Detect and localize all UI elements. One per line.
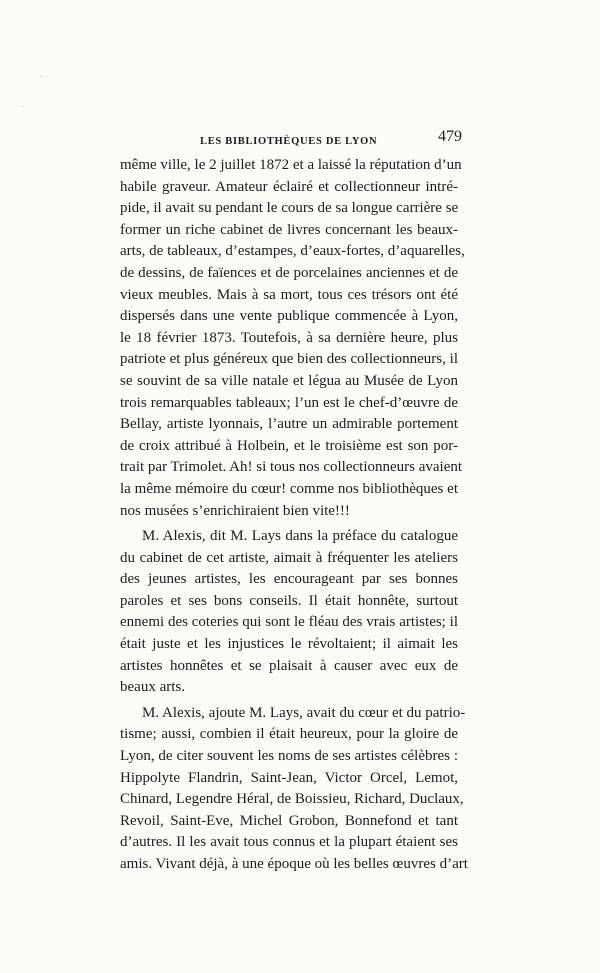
page-header xyxy=(120,128,462,154)
paper-smudge xyxy=(40,75,43,78)
text-line: était juste et les injustices le révoltaient; il aimait les xyxy=(120,636,458,653)
text-line: trois remarquables tableaux; l’un est le chef-d’œuvre de xyxy=(120,394,458,411)
paragraph xyxy=(120,526,458,699)
text-line: de dessins, de faïences et de porcelaines anciennes et de xyxy=(120,264,458,281)
text-line: trait par Trimolet. Ah! si tous nos collectionneurs avaient xyxy=(120,459,463,476)
paragraph xyxy=(120,703,468,876)
text-line: M. Alexis, ajoute M. Lays, avait du cœur et du patrio- xyxy=(142,704,466,721)
text-line: ennemi des coteries qui sont le fléau des vrais artistes; il xyxy=(120,614,458,631)
page-number: 479 xyxy=(438,128,462,145)
text-line: même ville, le 2 juillet 1872 et a laissé la réputation d’un xyxy=(120,157,462,173)
text-line: pide, il avait su pendant le cours de sa longue carrière se xyxy=(120,200,459,217)
text-line: d’autres. Il les avait tous connus et la plupart étaient ses xyxy=(120,834,458,851)
text-line: Hippolyte Flandrin, Saint-Jean, Victor Orcel, Lemot, xyxy=(120,769,458,786)
text-line: Lyon, de citer souvent les noms de ses artistes célèbres : xyxy=(120,748,458,765)
text-line: dispersés dans une vente publique commencée à Lyon, xyxy=(120,308,458,325)
text-line: du cabinet de cet artiste, aimait à fréquenter les ateliers xyxy=(120,549,458,566)
text-line: beaux arts. xyxy=(120,679,185,696)
text-line: vieux meubles. Mais à sa mort, tous ces trésors ont été xyxy=(120,286,458,303)
text-line: M. Alexis, dit M. Lays dans la préface du catalogue xyxy=(142,528,458,545)
text-line: Chinard, Legendre Héral, de Boissieu, Richard, Duclaux, xyxy=(120,791,464,808)
text-line: Bellay, artiste lyonnais, l’autre un admirable portement xyxy=(120,416,458,433)
text-line: Revoil, Saint-Eve, Michel Grobon, Bonnefond et tant xyxy=(120,812,458,829)
text-line: patriote et plus généreux que bien des collectionneurs, il xyxy=(120,351,458,368)
paragraph xyxy=(120,155,465,522)
text-line: se souvint de sa ville natale et légua au Musée de Lyon xyxy=(120,372,458,389)
text-line: des jeunes artistes, les encourageant par ses bonnes xyxy=(120,571,458,588)
text-line: amis. Vivant déjà, à une époque où les belles œuvres d’art xyxy=(120,856,468,872)
text-line: arts, de tableaux, d’estampes, d’eaux-fortes, d’aquarelles, xyxy=(120,243,465,260)
text-line: former un riche cabinet de livres concernant les beaux- xyxy=(120,221,458,238)
body-text xyxy=(120,155,468,876)
text-line: le 18 février 1873. Toutefois, à sa dernière heure, plus xyxy=(120,329,458,346)
text-line: artistes honnêtes et se plaisait à causer avec eux de xyxy=(120,657,458,674)
paper-smudge xyxy=(22,105,24,107)
text-line: la même mémoire du cœur! comme nos bibliothèques et xyxy=(120,480,458,497)
text-line: nos musées s’enrichiraient bien vite!!! xyxy=(120,502,350,519)
text-line: tisme; aussi, combien il était heureux, pour la gloire de xyxy=(120,726,458,743)
text-line: habile graveur. Amateur éclairé et collectionneur intré- xyxy=(120,178,458,195)
text-line: paroles et ses bons conseils. Il était honnête, surtout xyxy=(120,592,458,609)
running-title: LES BIBLIOTHÈQUES DE LYON xyxy=(200,136,378,147)
text-line: de croix attribué à Holbein, et le troisième est son por- xyxy=(120,437,458,454)
